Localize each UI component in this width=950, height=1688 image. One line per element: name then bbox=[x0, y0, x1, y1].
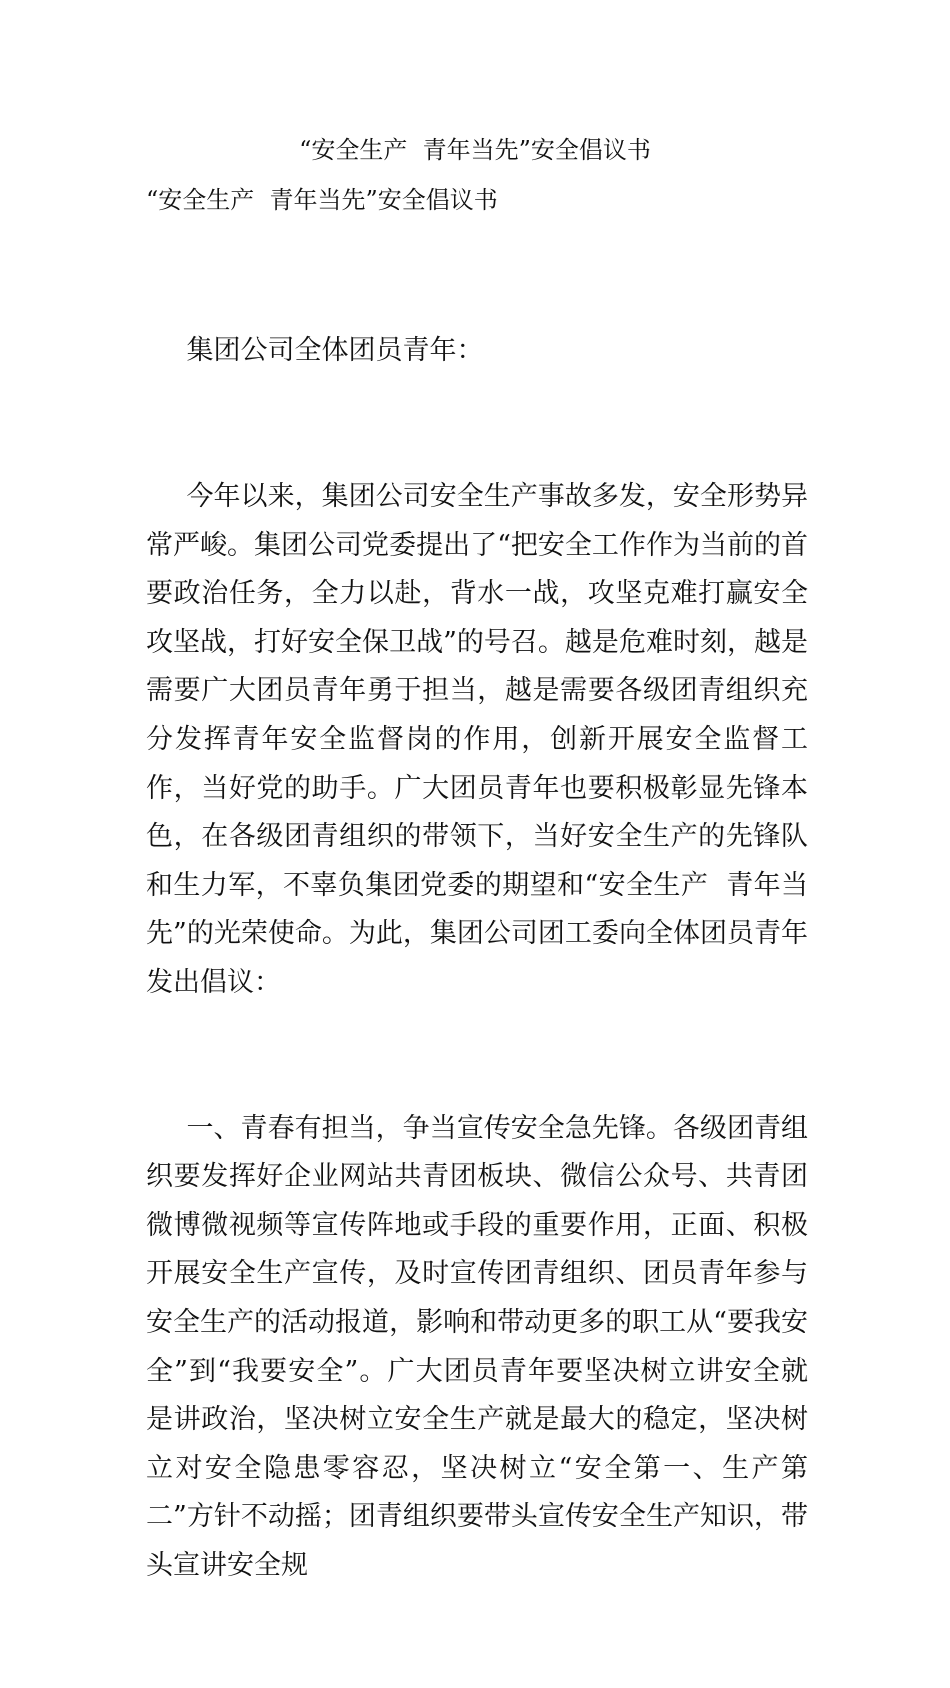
paragraph-intro: 今年以来，集团公司安全生产事故多发，安全形势异常严峻。集团公司党委提出了“把安全工作作为当前的首要政治任务，全力以赴，背水一战，攻坚克难打赢安全攻坚战，打好安全保卫战”的号召。越是危难时刻，越是需要广大团员青年勇于担当，越是需要各级团青组织充分发挥青年安全监督岗的作用，创新开展安全监督工作，当好党的助手。广大团员青年也要积极彰显先锋本色，在各级团青组织的带领下，当好安全生产的先锋队和生力军，不辜负集团党委的期望和“安全生产 青年当先”的光荣使命。为此，集团公司团工委向全体团员青年发出倡议： bbox=[146, 480, 808, 998]
document-title: “安全生产 青年当先”安全倡议书 bbox=[299, 136, 651, 164]
document-subtitle: “安全生产 青年当先”安全倡议书 bbox=[146, 186, 498, 214]
document-body bbox=[146, 230, 808, 1688]
paragraph-section-1: 一、青春有担当，争当宣传安全急先锋。各级团青组织要发挥好企业网站共青团板块、微信公众号、共青团微博微视频等宣传阵地或手段的重要作用，正面、积极开展安全生产宣传，及时宣传团青组织、团员青年参与安全生产的活动报道，影响和带动更多的职工从“要我安全”到“我要安全”。广大团员青年要坚决树立讲安全就是讲政治，坚决树立安全生产就是最大的稳定，坚决树立对安全隐患零容忍，坚决树立“安全第一、生产第二”方针不动摇；团青组织要带头宣传安全生产知识，带头宣讲安全规 bbox=[146, 1112, 808, 1582]
salutation: 集团公司全体团员青年： bbox=[186, 335, 484, 367]
